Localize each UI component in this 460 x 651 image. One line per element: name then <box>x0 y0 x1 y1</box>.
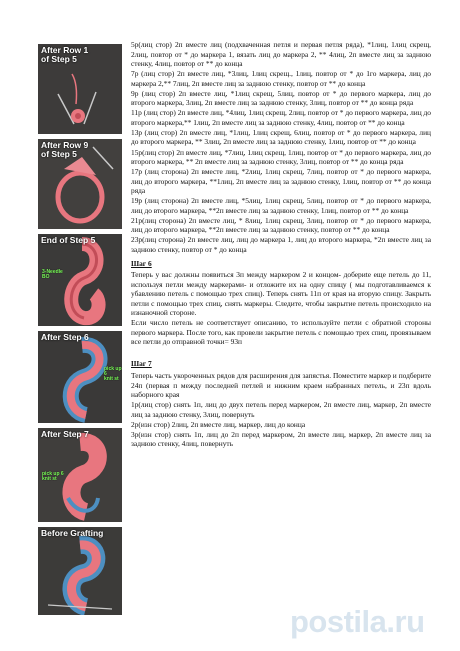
row-9: 9р (лиц стор) 2п вместе лиц, *1лиц скрещ, 5лиц, повтор от * до первого маркера, лиц до второго маркера, 3лиц, 2п вместе лиц за заднюю стенку, 3лиц, повтор от ** до конца ряда <box>131 88 431 108</box>
photo-after-step-6 <box>38 331 122 423</box>
photo-note: pick up 6 knit st <box>104 366 122 382</box>
photo-end-of-step-5 <box>38 234 122 326</box>
photo-after-step-7 <box>38 428 122 522</box>
step-7-paragraph-1: Теперь часть укороченных рядов для расширения для запястья. Поместите маркер и подберите 24п (первая п между последней петлей и нижним краем набранных петель, и 23п вдоль наборного края <box>131 371 431 400</box>
yarn-picture-3 <box>38 234 122 326</box>
step-6-heading: Шаг 6 <box>131 258 152 268</box>
photo-before-grafting <box>38 527 122 615</box>
instructions <box>131 40 431 449</box>
row-23: 23р(лиц сторона) 2п вместе лиц, лиц до маркера 1, лиц до второго маркера, *2п вместе лиц за заднюю стенку, повтор от * до конца <box>131 235 431 254</box>
row-5: 5р(лиц стор) 2п вместе лиц (подхваченная петля и первая петля ряда), *1лиц, 1лиц скрещ, 2лиц, повтор от * до маркера 1, вязать лиц до маркера 2, ** 4лиц, 2п вместе лиц за заднюю стенку, 4лиц, повтор от ** до конца <box>131 40 431 69</box>
row-7: 7р (лиц стор) 2п вместе лиц, *3лиц, 1лиц скрещ., 1лиц, повтор от * до 1го маркера, лиц до маркера 2,** 7лиц, 2п вместе лиц за заднюю стенку, повтор от ** до конца <box>131 69 431 88</box>
step-6-paragraph-1: Теперь у вас должны появиться 3п между маркером 2 и концом- добериte еще петель до 11, используя петли между маркерами- и отложите их на одну спицу ( мы подготавливаемся к убавлению петель с помощью трех спиц). Теперь снять 11п от края на вторую спицу. Закрыть петли с помощью трех спиц, снять маркеры. Следите, чтобы закрытие петель происходило на изнаночной стороне. <box>131 270 431 318</box>
row-17: 17р (лиц сторона) 2п вместе лиц, *2лиц, 1лиц скрещ, 7лиц, повтор от * до первого маркера, лиц до второго маркера, **1лиц, 2п вместе лиц за заднюю стенку, 1лиц, повтор от ** до конца ряда <box>131 167 431 196</box>
row-11: 11р (лиц стор) 2п вместе лиц, *4лиц, 1лиц скрещ, 2лиц, повтор от * до первого маркера, лиц до второго маркера,** 1лиц, 2п вместе лиц за заднюю стенку, 4лиц, повтор от ** до конца <box>131 108 431 127</box>
step-7-row-1: 1р(лиц стор) снять 1п, лиц до двух петель перед маркером, 2п вместе лиц, маркер, 2п вместе лиц за заднюю стенку, 3лиц, повернуть <box>131 400 431 419</box>
photo-note: 3-Needle BO <box>42 269 63 280</box>
step-7-heading: Шаг 7 <box>131 359 152 369</box>
watermark: postila.ru <box>290 604 425 639</box>
step-7-row-3: 3р(изн стор) снять 1п, лиц до 2п перед маркером, 2п вместе лиц, маркер, 2п вместе лиц за заднюю стенку, 4лиц, повернуть <box>131 429 431 449</box>
step-7-row-2: 2р(изн стор) 2лиц, 2п вместе лиц, маркер, лиц до конца <box>131 419 306 429</box>
photo-caption: After Row 1 of Step 5 <box>41 45 89 64</box>
photo-note: pick up 6 knit st <box>42 471 64 482</box>
photo-after-row-9 <box>38 139 122 229</box>
spacer <box>131 347 431 355</box>
photo-caption: After Step 7 <box>41 429 89 439</box>
photo-after-row-1 <box>38 44 122 134</box>
photo-caption: End of Step 5 <box>41 235 96 245</box>
row-13: 13р (лиц стор) 2п вместе лиц, *1лиц, 1лиц скрещ, 6лиц, повтор от * до первого маркера, лиц до второго маркера, ** 3лиц, 2п вместе лиц за заднюю стенку, 1лиц, повтор от ** до конца <box>131 127 431 147</box>
photo-caption: Before Grafting <box>41 528 104 538</box>
yarn-picture-6 <box>38 527 122 615</box>
photo-column <box>38 44 122 620</box>
row-19: 19р (лиц сторона) 2п вместе лиц, *5лиц, 1лиц скрещ, 5лиц, повтор от * до первого маркера, лиц до второго маркера, **2п вместе лиц за заднюю стенку, 1лиц, повтор от ** до конца <box>131 196 431 215</box>
step-6-paragraph-2: Если число петель не соответствует описанию, то используйте петли с обратной стороны первого маркера. После того, как провели закрытие петель с помощью трех спиц, провязываем все петли до отправной точки= 93п <box>131 318 431 347</box>
row-15: 15р(лиц стор) 2п вместе лиц, *7лиц, 1лиц скрещ, 1лиц, повтор от * до первого маркера, лиц до второго маркера, ** 2п вместе лиц за заднюю стенку, 3лиц, повтор от ** до конца ряда <box>131 147 431 167</box>
row-21: 21р(лиц сторона) 2п вместе лиц, * 8лиц, 1лиц скрещ, 3лиц, повтор от * до первого маркера, лиц до второго маркера, **2п вместе лиц за заднюю стенку, повтор от ** до конца <box>131 215 431 235</box>
photo-caption: After Row 9 of Step 5 <box>41 140 89 159</box>
photo-caption: After Step 6 <box>41 332 89 342</box>
